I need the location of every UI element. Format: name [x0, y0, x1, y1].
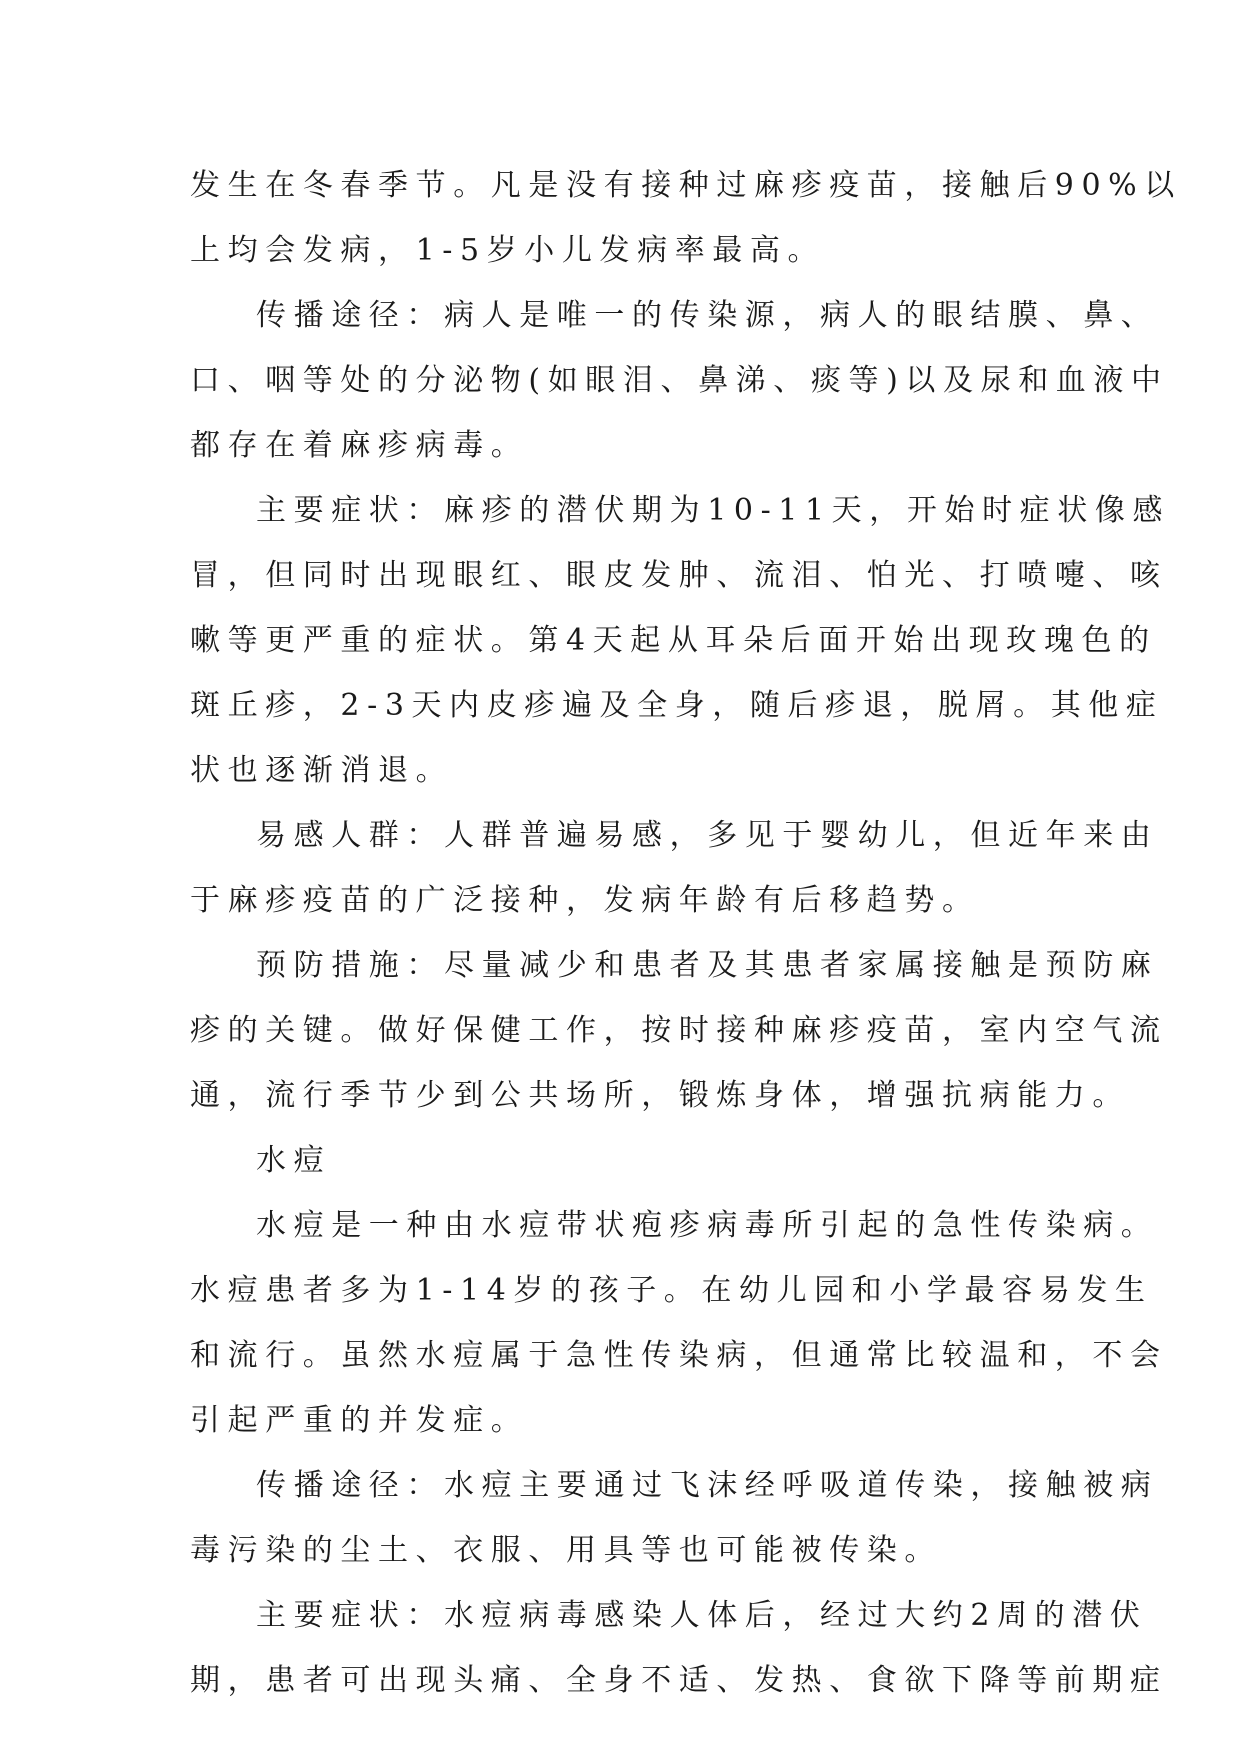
text-line: 传播途径：水痘主要通过飞沫经呼吸道传染，接触被病 [256, 1468, 1159, 1503]
text-line: 发生在冬春季节。凡是没有接种过麻疹疫苗，接触后90%以 [190, 168, 1182, 203]
text-line: 冒，但同时出现眼红、眼皮发肿、流泪、怕光、打喷嚏、咳 [190, 558, 1168, 593]
text-line: 斑丘疹，2-3天内皮疹遍及全身，随后疹退，脱屑。其他症 [190, 688, 1164, 723]
text-line: 疹的关键。做好保健工作，按时接种麻疹疫苗，室内空气流 [190, 1013, 1168, 1048]
text-line: 传播途径：病人是唯一的传染源，病人的眼结膜、鼻、 [256, 298, 1159, 333]
text-line: 预防措施：尽量减少和患者及其患者家属接触是预防麻 [256, 948, 1159, 983]
document-body [190, 153, 1182, 1713]
text-line: 嗽等更严重的症状。第4天起从耳朵后面开始出现玫瑰色的 [190, 623, 1157, 658]
text-line: 都存在着麻疹病毒。 [190, 428, 529, 463]
text-line: 于麻疹疫苗的广泛接种，发病年龄有后移趋势。 [190, 883, 980, 918]
text-line: 状也逐渐消退。 [190, 753, 454, 788]
text-line: 口、咽等处的分泌物(如眼泪、鼻涕、痰等)以及尿和血液中 [190, 363, 1169, 398]
text-line: 期，患者可出现头痛、全身不适、发热、食欲下降等前期症 [190, 1663, 1168, 1698]
text-line: 易感人群：人群普遍易感，多见于婴幼儿，但近年来由 [256, 818, 1159, 853]
text-line: 主要症状：麻疹的潜伏期为10-11天，开始时症状像感 [256, 493, 1171, 528]
text-line: 和流行。虽然水痘属于急性传染病，但通常比较温和，不会 [190, 1338, 1168, 1373]
text-line: 水痘是一种由水痘带状疱疹病毒所引起的急性传染病。 [256, 1208, 1159, 1243]
text-line: 水痘 [256, 1143, 332, 1178]
text-line: 上均会发病，1-5岁小儿发病率最高。 [190, 233, 826, 268]
text-line: 引起严重的并发症。 [190, 1403, 529, 1438]
text-line: 通，流行季节少到公共场所，锻炼身体，增强抗病能力。 [190, 1078, 1130, 1113]
text-line: 毒污染的尘土、衣服、用具等也可能被传染。 [190, 1533, 942, 1568]
text-line: 主要症状：水痘病毒感染人体后，经过大约2周的潜伏 [256, 1598, 1148, 1633]
text-line: 水痘患者多为1-14岁的孩子。在幼儿园和小学最容易发生 [190, 1273, 1153, 1308]
